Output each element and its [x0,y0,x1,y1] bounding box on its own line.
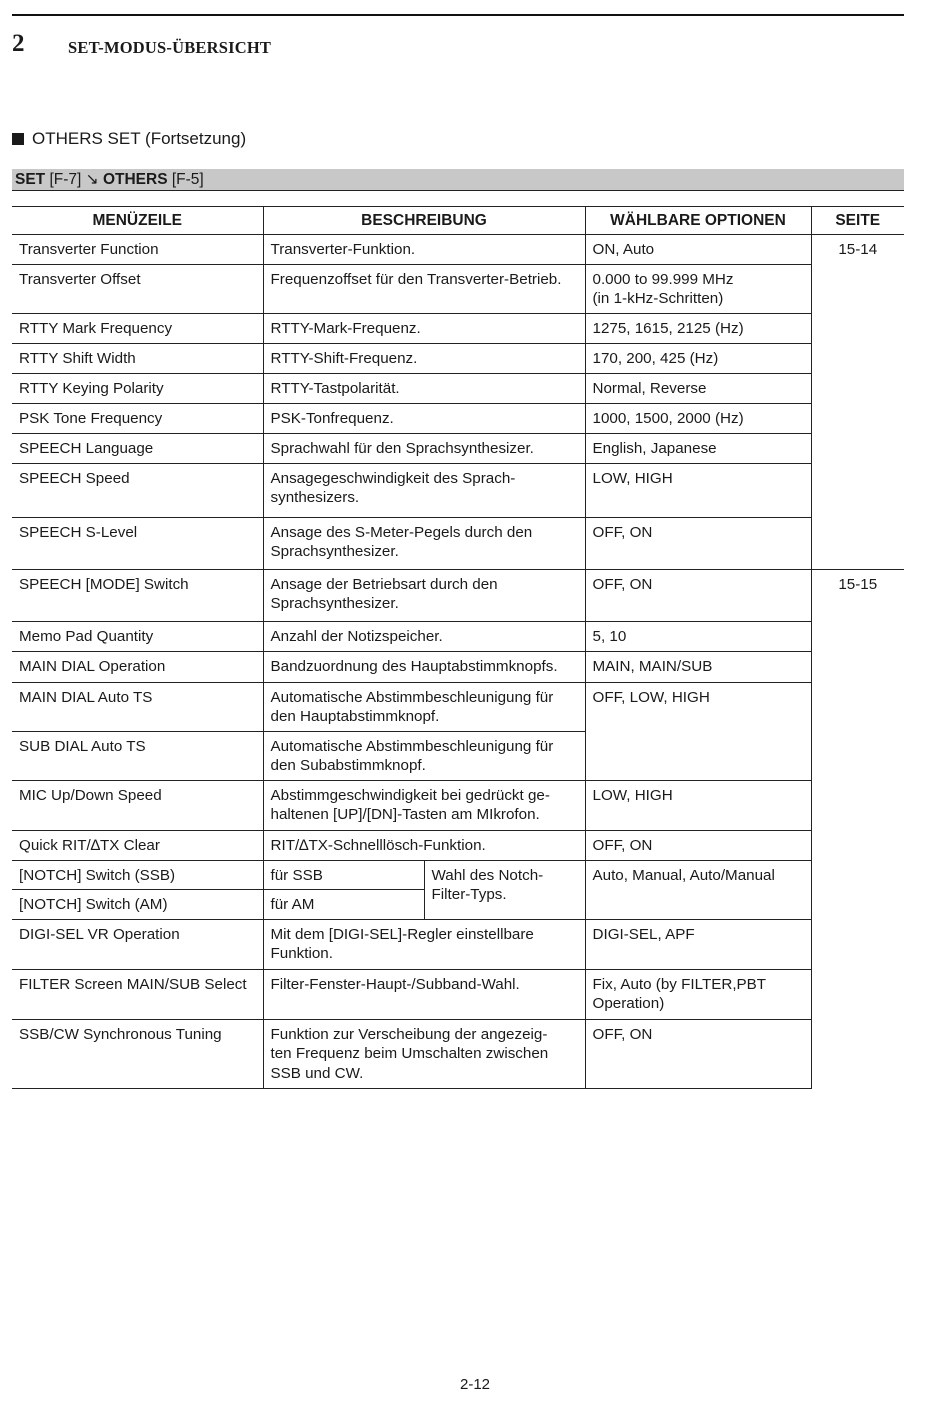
cell-description: RTTY-Shift-Frequenz. [263,343,585,373]
path-others-label: OTHERS [102,171,168,188]
cell-description: Ansage des S-Meter-Pegels durch den Sprachsynthesizer. [263,517,585,569]
cell-options: OFF, LOW, HIGH [585,682,811,780]
path-set-key: [F-7] [49,171,82,188]
cell-menu: RTTY Mark Frequency [12,313,263,343]
cell-options: OFF, ON [585,569,811,621]
cell-options: DIGI-SEL, APF [585,919,811,969]
cell-description: Automatische Abstimmbeschleunigung für den Hauptabstimmknopf. [263,682,585,731]
header-description: BESCHREIBUNG [263,207,585,235]
path-arrow-icon: ↘ [85,171,99,188]
cell-options: 170, 200, 425 (Hz) [585,343,811,373]
cell-description: Abstimmgeschwindigkeit bei gedrückt ge- haltenen [UP]/[DN]-Tasten am MIkrofon. [263,780,585,830]
cell-menu: SPEECH Speed [12,463,263,517]
table-header-row [12,207,904,235]
table-row [12,373,904,403]
table-row [12,463,904,517]
cell-options: 1000, 1500, 2000 (Hz) [585,403,811,433]
cell-description-shared: Wahl des Notch- Filter-Typs. [424,860,585,919]
cell-menu: MAIN DIAL Operation [12,651,263,682]
cell-description: Sprachwahl für den Sprachsynthesizer. [263,433,585,463]
cell-description: Ansagegeschwindigkeit des Sprach- synthesizers. [263,463,585,517]
table-row [12,569,904,621]
header-page: SEITE [811,207,904,235]
cell-options: English, Japanese [585,433,811,463]
cell-menu: MIC Up/Down Speed [12,780,263,830]
cell-description: Automatische Abstimmbeschleunigung für den Subabstimmknopf. [263,731,585,780]
table-row [12,1019,904,1088]
table-row [12,919,904,969]
cell-description: RTTY-Tastpolarität. [263,373,585,403]
table-row [12,860,904,890]
header-menu: MENÜZEILE [12,207,263,235]
cell-options: OFF, ON [585,1019,811,1088]
cell-options: Auto, Manual, Auto/Manual [585,860,811,919]
page-number: 2-12 [459,1376,491,1393]
cell-page: 15-15 [811,569,904,1088]
cell-menu: [NOTCH] Switch (SSB) [12,860,263,890]
cell-options: OFF, ON [585,830,811,860]
table-row [12,343,904,373]
cell-options: Fix, Auto (by FILTER,PBT Operation) [585,969,811,1019]
cell-description: RIT/∆TX-Schnelllösch-Funktion. [263,830,585,860]
settings-table [12,206,904,1089]
table-row [12,517,904,569]
table-row [12,264,904,313]
table-row [12,403,904,433]
table-row [12,780,904,830]
cell-description: für AM [263,890,424,920]
cell-options: Normal, Reverse [585,373,811,403]
path-others-key: [F-5] [171,171,204,188]
cell-options: 5, 10 [585,621,811,651]
cell-description: Mit dem [DIGI-SEL]-Regler einstellbare Funktion. [263,919,585,969]
path-set-label: SET [15,171,46,188]
cell-menu: RTTY Shift Width [12,343,263,373]
cell-menu: PSK Tone Frequency [12,403,263,433]
table-row [12,235,904,265]
cell-description: Filter-Fenster-Haupt-/Subband-Wahl. [263,969,585,1019]
cell-description: Transverter-Funktion. [263,235,585,265]
cell-description: Anzahl der Notizspeicher. [263,621,585,651]
cell-description: Bandzuordnung des Hauptabstimmknopfs. [263,651,585,682]
section-heading [12,129,246,149]
cell-menu: SPEECH S-Level [12,517,263,569]
cell-menu: SSB/CW Synchronous Tuning [12,1019,263,1088]
cell-options: 0.000 to 99.999 MHz (in 1-kHz-Schritten) [585,264,811,313]
cell-menu: Memo Pad Quantity [12,621,263,651]
cell-options: ON, Auto [585,235,811,265]
cell-page: 15-14 [811,235,904,570]
cell-menu: Transverter Offset [12,264,263,313]
cell-menu: SUB DIAL Auto TS [12,731,263,780]
cell-options: MAIN, MAIN/SUB [585,651,811,682]
cell-menu: MAIN DIAL Auto TS [12,682,263,731]
cell-description: Frequenzoffset für den Transverter-Betrieb. [263,264,585,313]
header-options: WÄHLBARE OPTIONEN [585,207,811,235]
cell-menu: RTTY Keying Polarity [12,373,263,403]
cell-description: Ansage der Betriebsart durch den Sprachsynthesizer. [263,569,585,621]
table-row [12,433,904,463]
table-row [12,313,904,343]
cell-options: 1275, 1615, 2125 (Hz) [585,313,811,343]
cell-description: Funktion zur Verscheibung der angezeig- ten Frequenz beim Umschalten zwischen SSB und CW. [263,1019,585,1088]
table-row [12,682,904,731]
menu-path-bar [12,169,904,191]
cell-description: für SSB [263,860,424,890]
cell-menu: FILTER Screen MAIN/SUB Select [12,969,263,1019]
section-title: OTHERS SET (Fortsetzung) [32,129,247,148]
cell-options: LOW, HIGH [585,780,811,830]
cell-menu: Transverter Function [12,235,263,265]
cell-options: OFF, ON [585,517,811,569]
table-row [12,830,904,860]
chapter-number: 2 [12,30,25,57]
cell-menu: [NOTCH] Switch (AM) [12,890,263,920]
table-row [12,969,904,1019]
cell-menu: Quick RIT/∆TX Clear [12,830,263,860]
cell-menu: SPEECH [MODE] Switch [12,569,263,621]
chapter-title: SET-MODUS-ÜBERSICHT [68,38,272,57]
square-bullet-icon [12,133,24,145]
top-rule [12,14,904,16]
table-row [12,651,904,682]
cell-menu: DIGI-SEL VR Operation [12,919,263,969]
cell-description: PSK-Tonfrequenz. [263,403,585,433]
table-row [12,621,904,651]
cell-options: LOW, HIGH [585,463,811,517]
cell-menu: SPEECH Language [12,433,263,463]
cell-description: RTTY-Mark-Frequenz. [263,313,585,343]
